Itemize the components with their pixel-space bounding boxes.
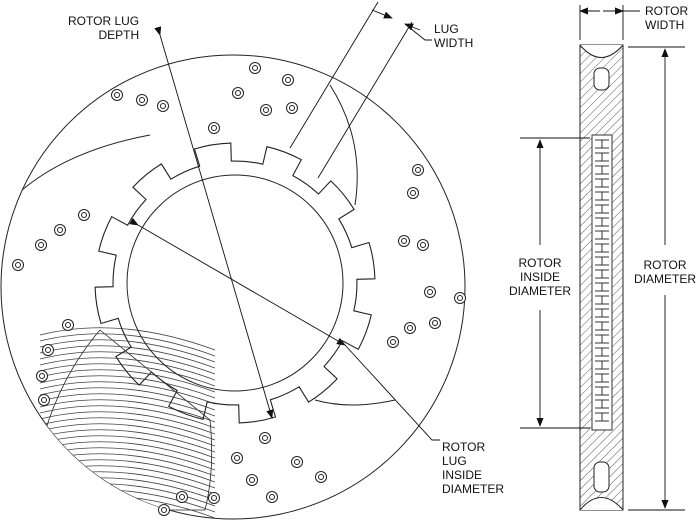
- drill-hole-icon: [37, 371, 48, 382]
- drill-hole-icon: [292, 457, 303, 468]
- label-rotor-lug-depth: [68, 14, 139, 42]
- drill-hole-icon: [137, 95, 148, 106]
- label-line: DEPTH: [98, 28, 140, 42]
- label-line: LUG: [434, 22, 459, 36]
- label-line: ROTOR: [442, 440, 486, 454]
- drill-hole-icon: [250, 63, 261, 74]
- drill-hole-icon: [425, 287, 436, 298]
- drill-hole-icon: [112, 90, 123, 101]
- rotor-face-view: [1, 55, 466, 522]
- drill-hole-icon: [232, 453, 243, 464]
- drill-hole-icon: [283, 75, 294, 86]
- drill-hole-icon: [408, 188, 419, 199]
- label-rotor-width: [645, 4, 688, 32]
- drill-hole-icon: [267, 492, 278, 503]
- drill-hole-icon: [405, 323, 416, 334]
- drill-hole-icon: [13, 260, 24, 271]
- label-line: ROTOR: [518, 256, 562, 270]
- label-line: DIAMETER: [508, 284, 571, 298]
- drill-hole-icon: [399, 236, 410, 247]
- drill-hole-icon: [316, 472, 327, 483]
- drill-hole-icon: [39, 395, 50, 406]
- drill-hole-icon: [233, 88, 244, 99]
- drill-hole-icon: [209, 493, 220, 504]
- drill-hole-icon: [177, 492, 188, 503]
- drill-hole-icon: [287, 103, 298, 114]
- label-rotor-lug-inside-diameter: [442, 440, 504, 496]
- drill-hole-icon: [63, 320, 74, 331]
- drill-hole-icon: [79, 210, 90, 221]
- drill-hole-icon: [43, 345, 54, 356]
- label-line: DIAMETER: [633, 272, 696, 286]
- drill-hole-icon: [388, 337, 399, 348]
- label-line: DIAMETER: [442, 482, 505, 496]
- drill-hole-icon: [418, 240, 429, 251]
- label-line: WIDTH: [434, 36, 474, 50]
- label-line: INSIDE: [442, 468, 483, 482]
- slot: [330, 85, 357, 205]
- slot: [22, 135, 150, 190]
- drill-hole-icon: [261, 105, 272, 116]
- lug-inside-circle: [127, 175, 343, 391]
- vane-line: [40, 328, 215, 350]
- slot: [315, 400, 395, 405]
- label-line: WIDTH: [645, 18, 685, 32]
- label-line: LUG: [442, 454, 467, 468]
- vane-cut: [594, 68, 609, 90]
- label-rotor-inside-diameter: [507, 256, 573, 298]
- label-line: ROTOR: [643, 258, 687, 272]
- drill-hole-icon: [413, 165, 424, 176]
- drill-hole-icon: [55, 225, 66, 236]
- drill-hole-icon: [430, 318, 441, 329]
- vane-cut: [594, 462, 609, 492]
- label-line: INSIDE: [519, 270, 560, 284]
- drill-hole-icon: [159, 505, 170, 516]
- drill-hole-icon: [158, 101, 169, 112]
- label-lug-width: [434, 22, 473, 50]
- drill-hole-icon: [455, 293, 466, 304]
- label-line: ROTOR: [645, 4, 689, 18]
- label-rotor-diameter: [632, 258, 698, 286]
- drill-hole-icon: [260, 433, 271, 444]
- drill-hole-icon: [247, 475, 258, 486]
- drill-hole-icon: [209, 123, 220, 134]
- vane-cutaway: [30, 328, 215, 522]
- side-view: [580, 45, 623, 510]
- cutaway-area: [30, 330, 212, 510]
- label-line: ROTOR LUG: [68, 14, 140, 28]
- drill-hole-icon: [36, 240, 47, 251]
